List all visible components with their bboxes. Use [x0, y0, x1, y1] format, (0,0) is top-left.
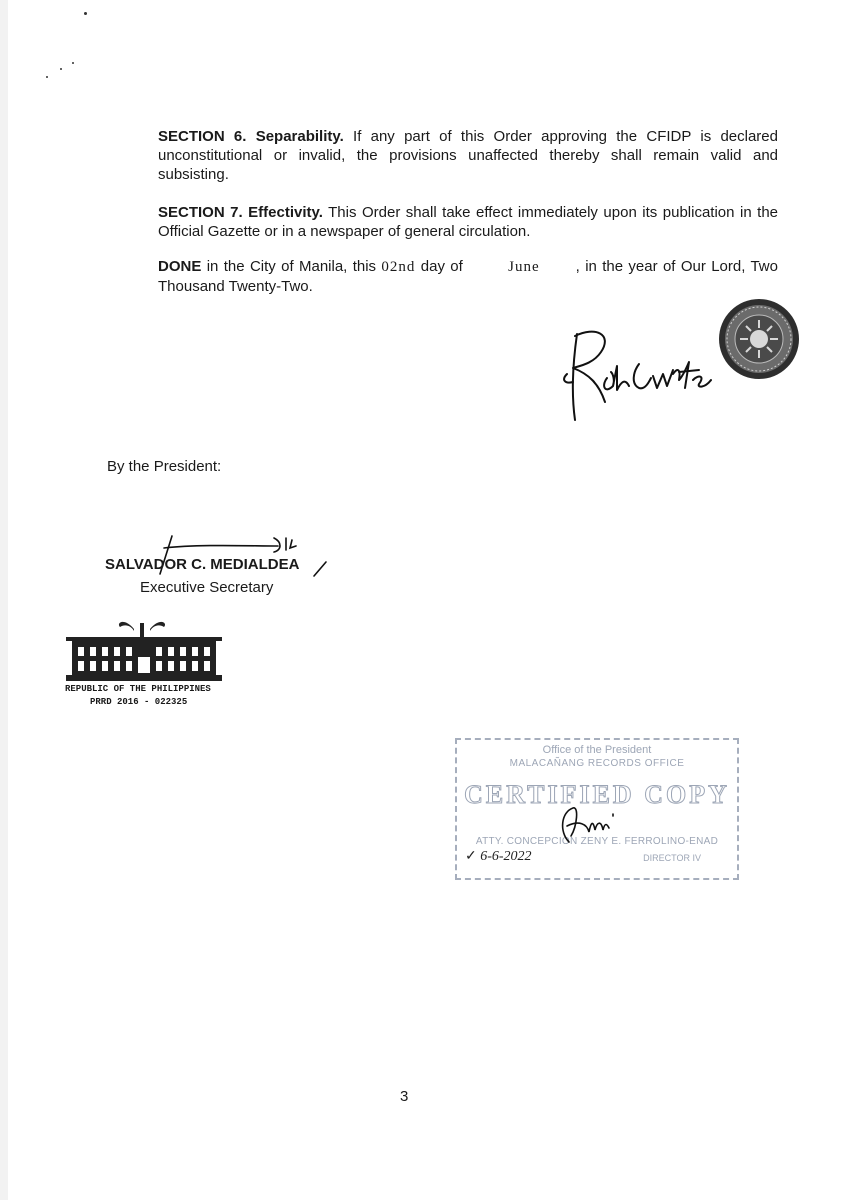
records-logo-line-2: PRRD 2016 - 022325 [90, 697, 188, 707]
done-paragraph [108, 257, 778, 296]
by-the-president-label: By the President: [107, 458, 222, 475]
section-7-heading: SECTION 7. Effectivity. [158, 204, 323, 221]
scan-page-edge [0, 0, 8, 1200]
done-text-2: day of [415, 258, 469, 275]
stamp-date-text: 6-6-2022 [480, 849, 532, 864]
signatory-title: Executive Secretary [140, 579, 274, 596]
done-month: June [508, 259, 540, 275]
stamp-office-line: Office of the President [542, 744, 652, 756]
stamp-records-office-line: MALACAÑANG RECORDS OFFICE [509, 758, 685, 769]
done-text-3: , in the year of Our Lord, Two Thousand Twenty-Two. [158, 258, 778, 295]
section-6-paragraph [108, 127, 778, 184]
scan-speck [72, 62, 74, 64]
scan-speck [84, 12, 87, 15]
page-number: 3 [400, 1088, 409, 1105]
stamp-certified-copy-text: CERTIFIED COPY [464, 780, 730, 809]
section-7-text: This Order shall take effect immediately upon its publication in the Official Gazette or in a newspaper of general circulation. [158, 204, 778, 240]
date-check-mark-icon: ✓ [465, 849, 477, 864]
certified-copy-stamp [455, 738, 739, 880]
certifier-signature [549, 802, 629, 848]
scan-speck [60, 68, 62, 70]
section-7-paragraph [108, 203, 778, 241]
stamp-handwritten-date [465, 848, 532, 865]
scan-speck [46, 76, 48, 78]
done-day: 02nd [381, 259, 416, 275]
stamp-certifying-officer: ATTY. CONCEPCION ZENY E. FERROLINO-ENAD [475, 836, 719, 847]
stamp-director-title: DIRECTOR IV [643, 853, 701, 863]
section-6-text: If any part of this Order approving the CFIDP is declared unconstitutional or invalid, the provisions unaffected thereby shall remain valid and subsisting. [158, 128, 778, 183]
records-office-logo [62, 615, 227, 707]
records-logo-line-1: REPUBLIC OF THE PHILIPPINES [65, 684, 211, 694]
done-lead: DONE [158, 258, 202, 275]
presidential-seal [718, 298, 800, 380]
done-text-1: in the City of Manila, this [201, 258, 382, 275]
section-6-heading: SECTION 6. Separability. [158, 128, 344, 145]
malacanang-palace-icon [62, 615, 227, 681]
signatory-name: SALVADOR C. MEDIALDEA [105, 556, 300, 573]
president-signature [555, 322, 720, 432]
